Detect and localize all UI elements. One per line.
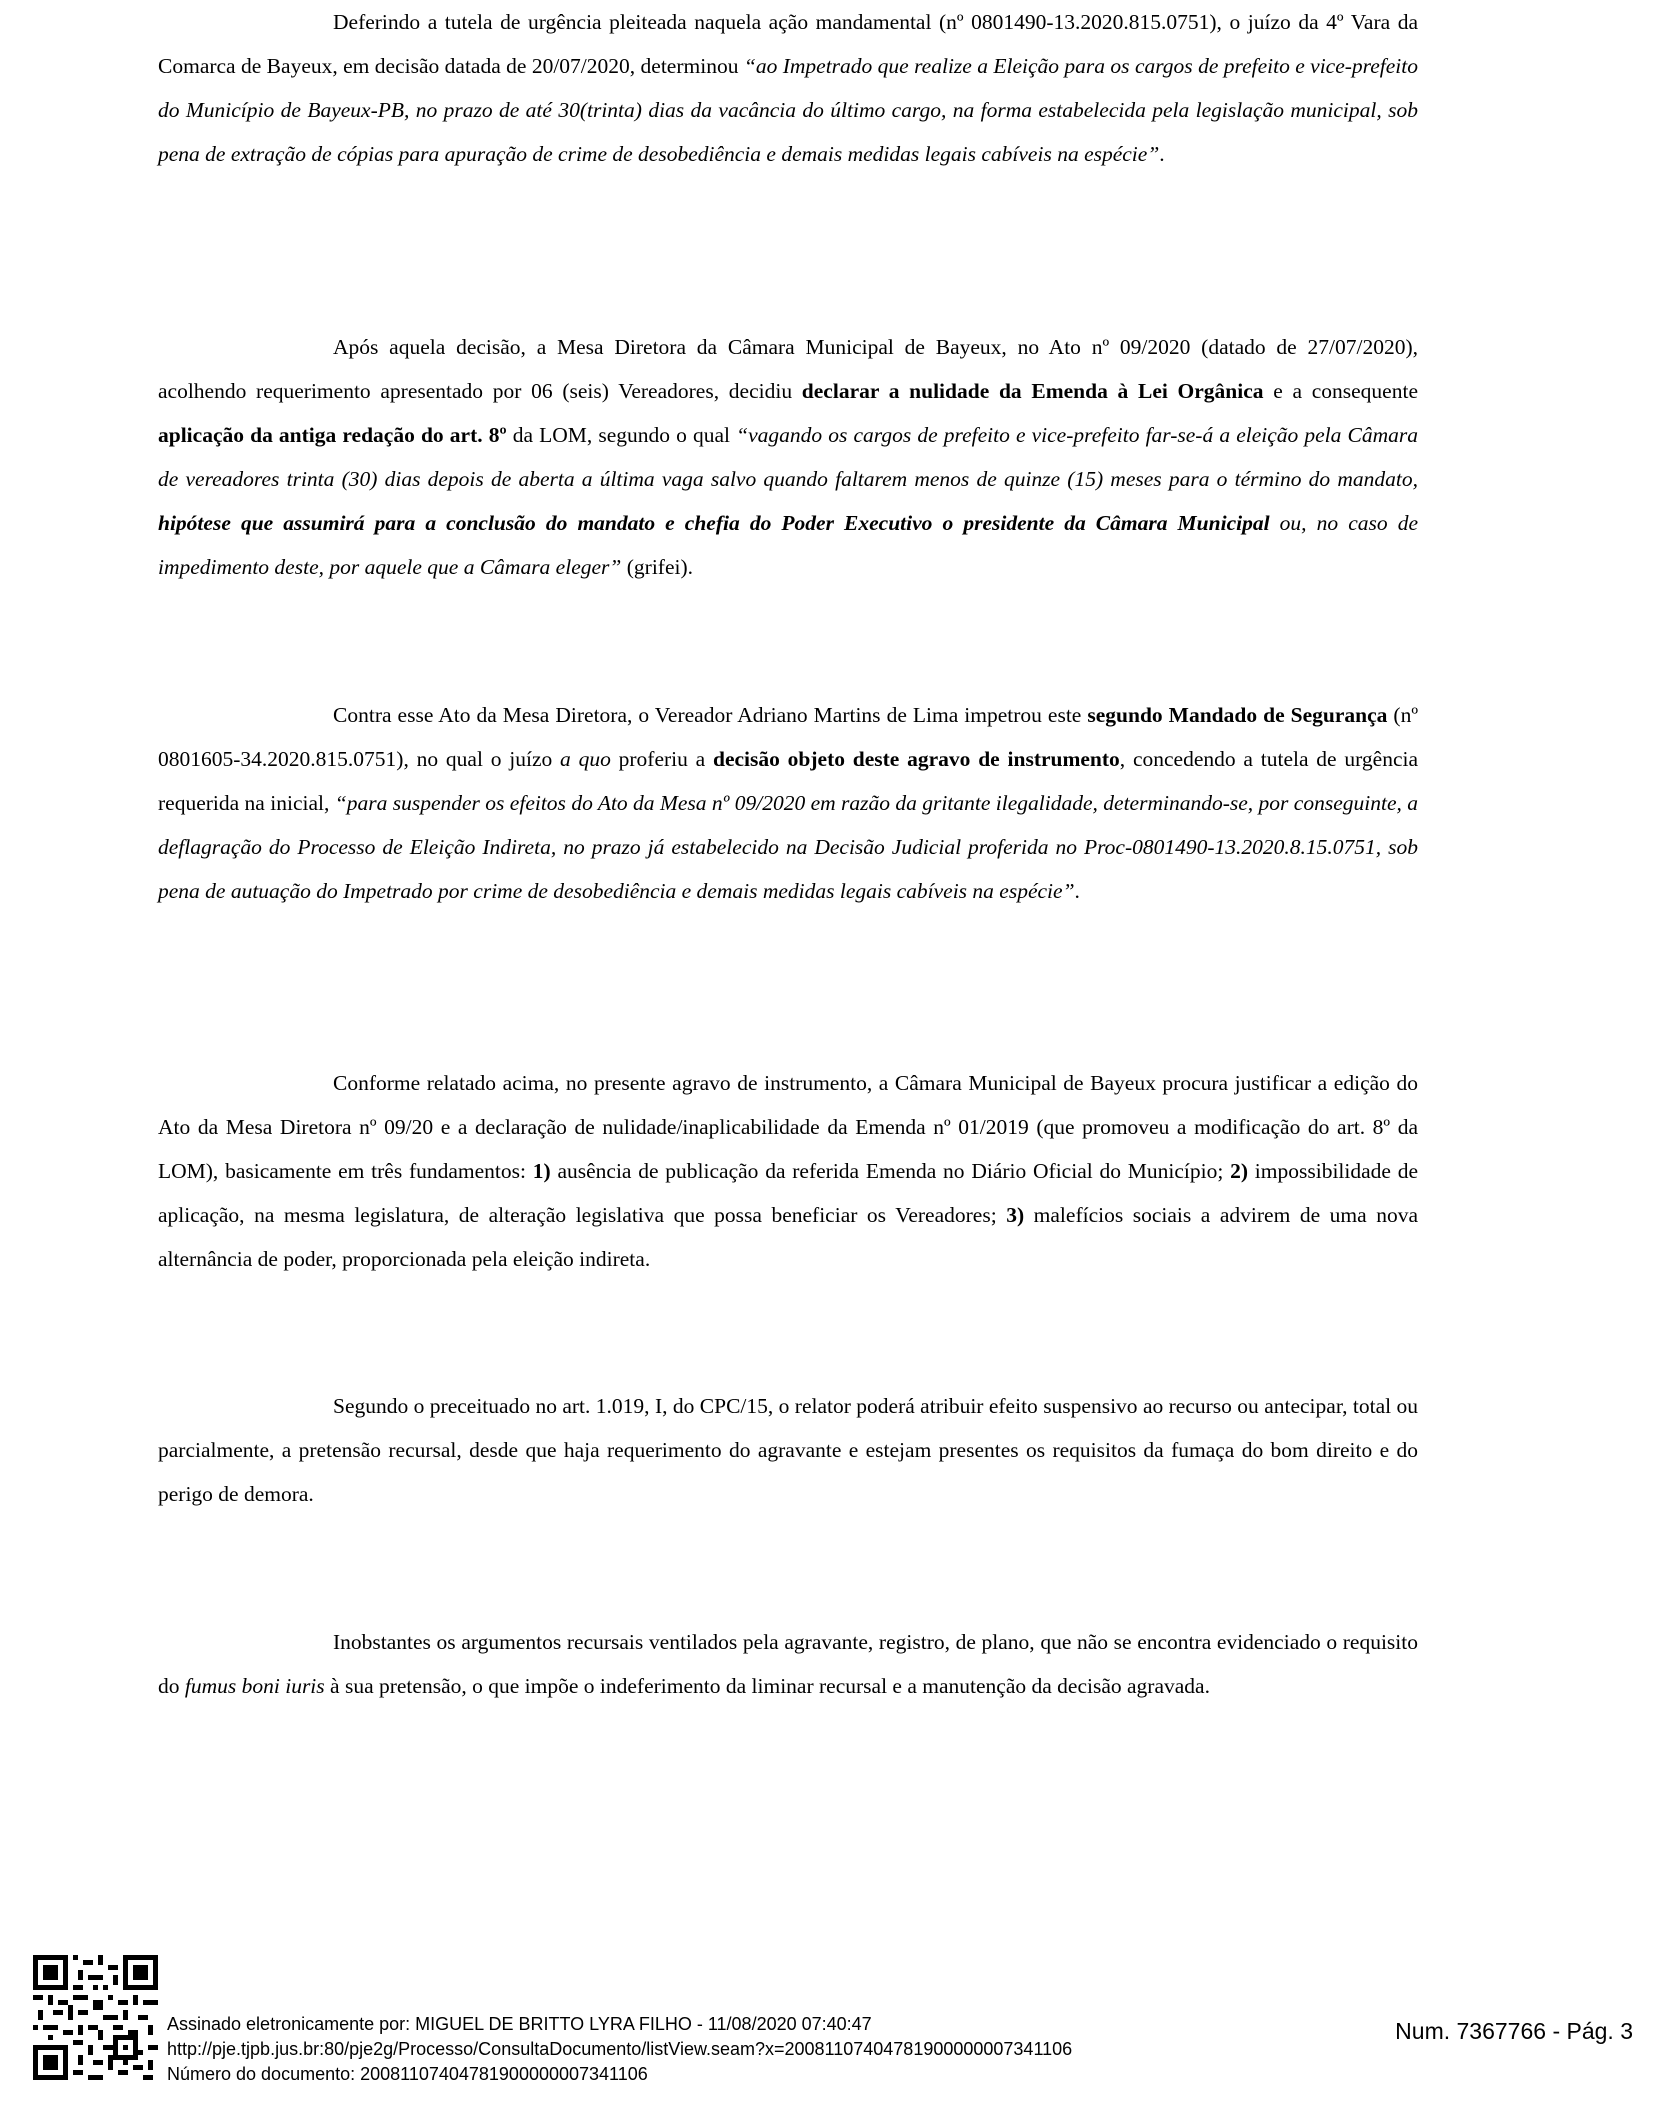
p5-text: Segundo o preceituado no art. 1.019, I, do CPC/15, o relator poderá atribuir efeito suspensivo ao recurso ou antecipar, total ou parcialmente, a pretensão recursal, desde que haja requerimento do agravante e estejam presentes os requisitos da fumaça do bom direito e do perigo de demora. (158, 1394, 1418, 1506)
p1-end: . (1159, 142, 1165, 166)
p3-text: Contra esse Ato da Mesa Diretora, o Vereador Adriano Martins de Lima impetrou este (333, 703, 1088, 727)
signed-by-line: Assinado eletronicamente por: MIGUEL DE BRITTO LYRA FILHO - 11/08/2020 07:40:47 (167, 2014, 872, 2034)
p3-text-4: , concedendo a tutela de urgência requerida na inicial, (158, 747, 1419, 815)
p4-text-3: impossibilidade de aplicação, na mesma legislatura, de alteração legislativa que possa beneficiar os Vereadores; (158, 1159, 1419, 1227)
p3-italic: a quo (560, 747, 611, 771)
paragraph-3 (158, 693, 1418, 913)
paragraph-1 (158, 0, 1418, 176)
paragraph-2 (158, 325, 1418, 589)
p3-text-3: proferiu a (610, 747, 713, 771)
p4-text: Conforme relatado acima, no presente agravo de instrumento, a Câmara Municipal de Bayeux procura justificar a edição do Ato da Mesa Diretora nº 09/20 e a declaração de nulidade/inaplicabilidade da Emenda nº 01/2019 (que promoveu a modificação do art. 8º da LOM), basicamente em três fundamentos: (158, 1071, 1418, 1183)
p6-italic: fumus boni iuris (184, 1674, 325, 1698)
p6-text: Inobstantes os argumentos recursais ventilados pela agravante, registro, de plano, que não se encontra evidenciado o requisito do (158, 1630, 1418, 1698)
p2-text-2: e a consequente (1263, 379, 1418, 403)
p2-text-4: (grifei). (621, 555, 694, 579)
qr-code-icon (33, 1955, 158, 2080)
p2-bold-1: declarar a nulidade da Emenda à Lei Orgânica (801, 379, 1264, 403)
p4-num-1: 1) (532, 1159, 551, 1183)
p6-text-2: à sua pretensão, o que impõe o indeferimento da liminar recursal e a manutenção da decisão agravada. (324, 1674, 1210, 1698)
p4-num-2: 2) (1230, 1159, 1249, 1183)
document-url[interactable]: http://pje.tjpb.jus.br:80/pje2g/Processo/ConsultaDocumento/listView.seam?x=20081107404781900000007341106 (167, 2039, 1073, 2059)
p2-quote-end: ou, no caso de impedimento deste, por aquele que a Câmara eleger” (158, 511, 1418, 579)
document-number: Número do documento: 20081107404781900000007341106 (167, 2064, 648, 2084)
p3-bold-1: segundo Mandado de Segurança (1087, 703, 1388, 727)
p2-quote-bold: hipótese que assumirá para a conclusão do mandato e chefia do Poder Executivo o presidente da Câmara Municipal (158, 511, 1270, 535)
paragraph-4 (158, 1061, 1418, 1281)
p3-bold-2: decisão objeto deste agravo de instrumento (713, 747, 1120, 771)
p2-text: Após aquela decisão, a Mesa Diretora da Câmara Municipal de Bayeux, no Ato nº 09/2020 (datado de 27/07/2020), acolhendo requerimento apresentado por 06 (seis) Vereadores, decidiu (158, 335, 1418, 403)
signature-block (167, 2012, 1072, 2087)
p1-quote: “ao Impetrado que realize a Eleição para os cargos de prefeito e vice-prefeito do Município de Bayeux-PB, no prazo de até 30(trinta) dias da vacância do último cargo, na forma estabelecida pela legislação municipal, sob pena de extração de cópias para apuração de crime de desobediência e demais medidas legais cabíveis na espécie” (158, 54, 1418, 166)
p3-quote: “para suspender os efeitos do Ato da Mesa nº 09/2020 em razão da gritante ilegalidade, determinando-se, por conseguinte, a deflagração do Processo de Eleição Indireta, no prazo já estabelecido na Decisão Judicial proferida no Proc-0801490-13.2020.8.15.0751, sob pena de autuação do Impetrado por crime de desobediência e demais medidas legais cabíveis na espécie” (158, 791, 1418, 903)
paragraph-6 (158, 1620, 1418, 1708)
p2-text-3: da LOM, segundo o qual (506, 423, 737, 447)
p2-quote: “vagando os cargos de prefeito e vice-prefeito far-se-á a eleição pela Câmara de vereadores trinta (30) dias depois de aberta a última vaga salvo quando faltarem menos de quinze (15) meses para o término do mandato, (158, 423, 1418, 491)
p3-text-2: (nº 0801605-34.2020.815.0751), no qual o juízo (158, 703, 1418, 771)
p2-bold-2: aplicação da antiga redação do art. 8º (158, 423, 507, 447)
paragraph-5 (158, 1384, 1418, 1516)
p1-text: Deferindo a tutela de urgência pleiteada naquela ação mandamental (nº 0801490-13.2020.815.0751), o juízo da 4º Vara da Comarca de Bayeux, em decisão datada de 20/07/2020, determinou (158, 10, 1418, 78)
p4-text-2: ausência de publicação da referida Emenda no Diário Oficial do Município; (550, 1159, 1231, 1183)
p4-num-3: 3) (1006, 1203, 1025, 1227)
p3-end: . (1074, 879, 1080, 903)
page-number: Num. 7367766 - Pág. 3 (1395, 2018, 1633, 2044)
p4-text-4: malefícios sociais a advirem de uma nova alternância de poder, proporcionada pela eleição indireta. (158, 1203, 1418, 1271)
